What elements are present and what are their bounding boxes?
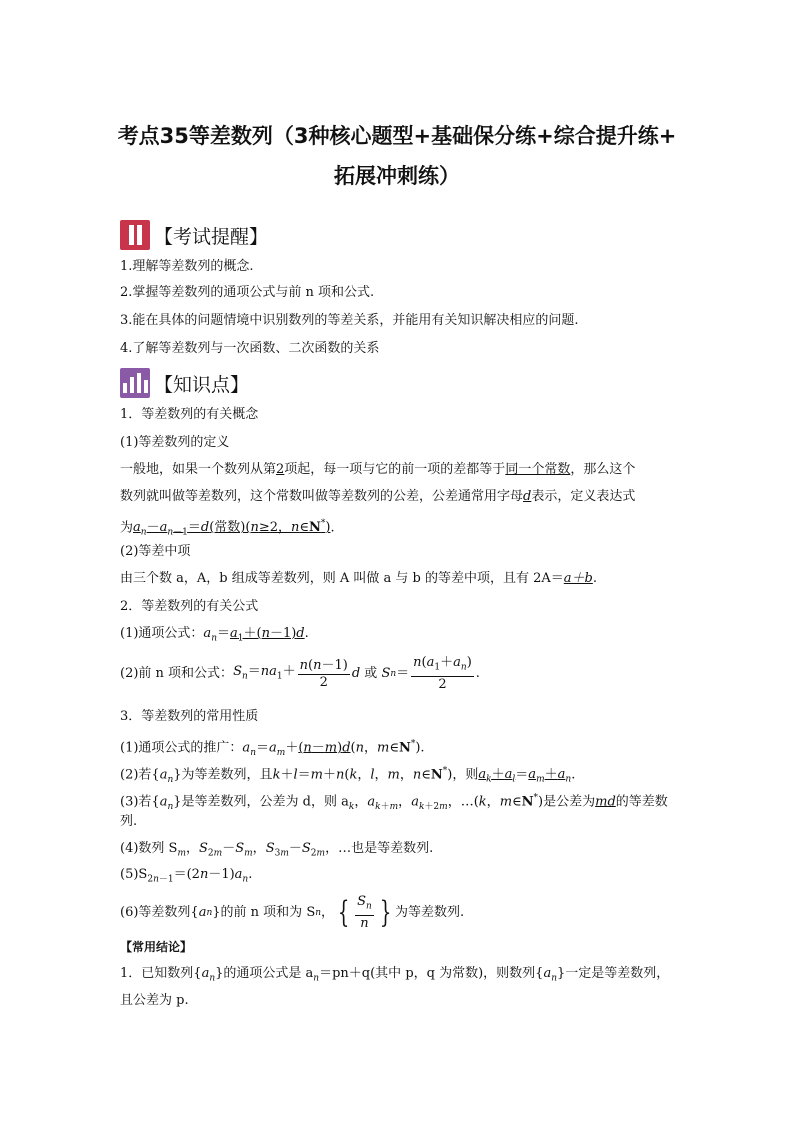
section-label-knowledge: 【知识点】 (154, 373, 250, 396)
general-term-formula: (1)通项公式：$a_n=a_1+(n-1)d$. (120, 626, 309, 644)
common-conclusions-heading: 【常用结论】 (120, 940, 193, 954)
conclusion-1: 1．已知数列$\{a_n\}$的通项公式是 $a_n=pn+q$(其中 p，q 为常数)，则数列$\{a_n\}$一定是等差数列， (120, 966, 670, 984)
reminder-item-3: 3.能在具体的问题情境中识别数列的等差关系，并能用有关知识解决相应的问题. (120, 313, 579, 328)
page-title-line1: 考点35等差数列（3种核心题型+基础保分练+综合提升练+ (117, 124, 677, 148)
subheading-middle-term: (2)等差中项 (120, 544, 191, 559)
property-1: (1)通项公式的推广：$a_n=a_m+(n-m)d(n$，m∈N*). (120, 739, 425, 758)
property-2: (2)若$\{a_n\}$为等差数列，且k＋l＝m＋n(k，l，m，n∈N*)，则$a_k+a_l=a_m+a_n$. (120, 766, 576, 785)
reminder-item-2: 2.掌握等差数列的通项公式与前 n 项和公式. (120, 285, 375, 300)
section-header-knowledge (120, 366, 249, 400)
property-3: (3)若$\{a_n\}$是等差数列，公差为 d，则 $a_k$，$a_{k+m}$，$a_{k+2m}$，…(k，m∈N*)是公差为md的等差数 (120, 793, 668, 812)
heading-properties: 3．等差数列的常用性质 (120, 709, 259, 724)
section-header-reminder (120, 218, 268, 252)
property-4: (4)数列 $S_m$，$S_{2m}-S_m$，$S_{3m}-S_{2m}$，…也是等差数列. (120, 841, 434, 859)
heading-formulas: 2．等差数列的有关公式 (120, 599, 259, 614)
middle-term-line: 由三个数 a，A，b 组成等差数列，则 A 叫做 a 与 b 的等差中项，且有 2A＝a＋b. (120, 571, 597, 586)
conclusion-1-cont: 且公差为 p. (120, 993, 189, 1008)
definition-line-2: 数列就叫做等差数列，这个常数叫做等差数列的公差，公差通常用字母d表示，定义表达式 (120, 489, 636, 504)
property-5: $(5)S_{2n-1}=(2n-1)a_n$. (120, 867, 253, 885)
heading-concepts: 1．等差数列的有关概念 (120, 407, 259, 422)
property-3-cont: 列. (120, 814, 138, 829)
definition-line-3: 为$a_n-a_{n-1}=d$(常数)(n≥2，n∈N*). (120, 519, 335, 538)
sum-formula: (2)前 n 项和公式： $S_n=na_1+$ $\frac{n(n-1)}{2}$ d 或 S n ＝ $\frac{n(a_1+a_n)}{2}$ . (120, 655, 480, 692)
property-6: (6)等差数列 { a n } 的前 n 项和为 S n ， { $\frac{S_n}{n}$ } 为等差数列. (120, 894, 465, 931)
section-label-reminder: 【考试提醒】 (154, 225, 269, 248)
reminder-item-1: 1.理解等差数列的概念. (120, 259, 254, 274)
bar-chart-icon (120, 368, 150, 398)
reminder-item-4: 4.了解等差数列与一次函数、二次函数的关系 (120, 341, 380, 356)
definition-line-1: 一般地，如果一个数列从第2项起，每一项与它的前一项的差都等于同一个常数，那么这个 (120, 462, 636, 477)
subheading-definition: (1)等差数列的定义 (120, 435, 230, 450)
page-title-line2: 拓展冲刺练） (334, 164, 460, 188)
pause-bars-icon (120, 220, 150, 250)
